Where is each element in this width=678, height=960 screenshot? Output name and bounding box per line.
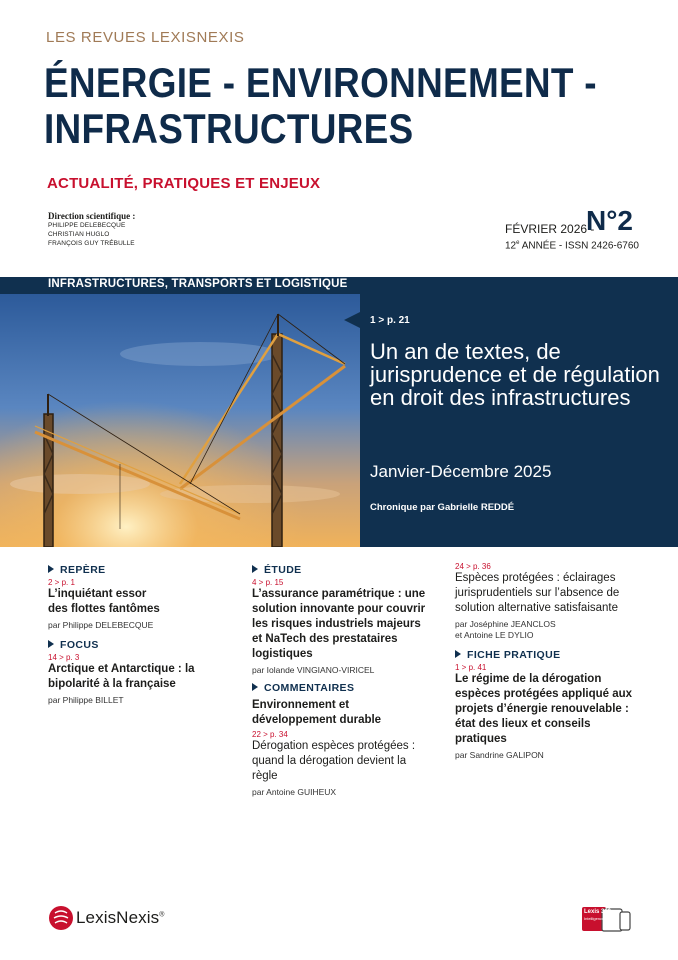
page-ref: 2 > p. 1 (48, 578, 75, 587)
article-title[interactable]: Le régime de la dérogation espèces protégées appliqué aux projets d’énergie renouvelable : état des lieux et conseils pratiques (455, 673, 633, 745)
issue-number: N°2 (586, 205, 633, 236)
journal-title-line-1: ÉNERGIE - ENVIRONNEMENT - (44, 59, 597, 106)
article-byline: par Joséphine JEANCLOS (455, 619, 556, 629)
page-ref: 24 > p. 36 (455, 562, 491, 571)
article-title[interactable]: L’assurance paramétrique : une solution innovante pour couvrir les risques industriels majeurs et NaTech des prestataires logistiques (252, 588, 426, 660)
rubric-commentaires: COMMENTAIRES (252, 682, 427, 694)
issue-date: FÉVRIER 2026 - (505, 222, 595, 236)
toc-column-3 (455, 558, 635, 761)
article-title[interactable]: L’inquiétant essor des flottes fantômes (48, 588, 160, 615)
rubric-etude: ÉTUDE (252, 564, 427, 576)
rubric-focus: FOCUS (48, 639, 233, 651)
lexis360-badge-sub: Intelligence (584, 916, 605, 921)
direction-label: Direction scientifique : (48, 211, 136, 221)
article-byline: par Sandrine GALIPON (455, 750, 544, 760)
cranes-illustration (0, 294, 360, 547)
page-ref: 4 > p. 15 (252, 578, 284, 587)
page-ref: 1 > p. 41 (455, 663, 487, 672)
brand-text: LexisNexis (76, 908, 160, 927)
feature-author: Chronique par Gabrielle REDDÉ (370, 502, 515, 513)
article-byline: par Philippe DELEBECQUE (48, 620, 154, 630)
rubric-repere: REPÈRE (48, 564, 233, 576)
toc-column-1 (48, 558, 233, 706)
journal-subtitle: ACTUALITÉ, PRATIQUES ET ENJEUX (47, 175, 321, 192)
feature-period: Janvier-Décembre 2025 (370, 462, 552, 481)
article-title[interactable]: Dérogation espèces protégées : quand la dérogation devient la règle (252, 740, 416, 782)
section-label: INFRASTRUCTURES, TRANSPORTS ET LOGISTIQUE (48, 278, 348, 290)
issue-issn: ANNÉE - ISSN 2426-6760 (519, 240, 639, 252)
article-byline: par Philippe BILLET (48, 695, 124, 705)
toc-column-2 (252, 558, 427, 798)
brand-name (76, 908, 164, 928)
article-byline-cont: et Antoine LE DYLIO (455, 630, 534, 640)
feature-pointer (344, 312, 360, 328)
article-title[interactable]: Arctique et Antarctique : la bipolarité à la française (48, 663, 195, 690)
article-byline: par Iolande VINGIANO-VIRICEL (252, 665, 375, 675)
journal-title-line-2: INFRASTRUCTURES (44, 105, 414, 152)
director-name: FRANÇOIS GUY TRÉBULLE (48, 240, 135, 247)
rubric-fiche-pratique: FICHE PRATIQUE (455, 649, 635, 661)
feature-ref: 1 > p. 21 (370, 315, 410, 326)
director-name: PHILIPPE DELEBECQUE (48, 222, 126, 229)
series-name: LES REVUES LEXISNEXIS (46, 29, 245, 46)
lexisnexis-logo-icon (48, 905, 74, 936)
lexis360-badge-label: Lexis 360 (584, 909, 612, 915)
subsection-heading: Environnement et développement durable (252, 699, 382, 726)
issue-year-issn (505, 240, 639, 251)
brand-mark: ® (159, 911, 165, 919)
issue-year-number: 12 (505, 240, 517, 252)
feature-title[interactable]: Un an de textes, de jurisprudence et de régulation en droit des infrastructures (370, 339, 660, 410)
director-name: CHRISTIAN HUGLO (48, 231, 110, 238)
cranes-sunset-photo (0, 294, 360, 547)
article-title[interactable]: Espèces protégées : éclairages jurisprudentiels sur l’absence de solution alternative satisfaisante (455, 572, 620, 614)
article-byline: par Antoine GUIHEUX (252, 787, 337, 797)
page-ref: 22 > p. 34 (252, 730, 288, 739)
issue-year-suffix: e (516, 240, 520, 246)
page-ref: 14 > p. 3 (48, 653, 80, 662)
